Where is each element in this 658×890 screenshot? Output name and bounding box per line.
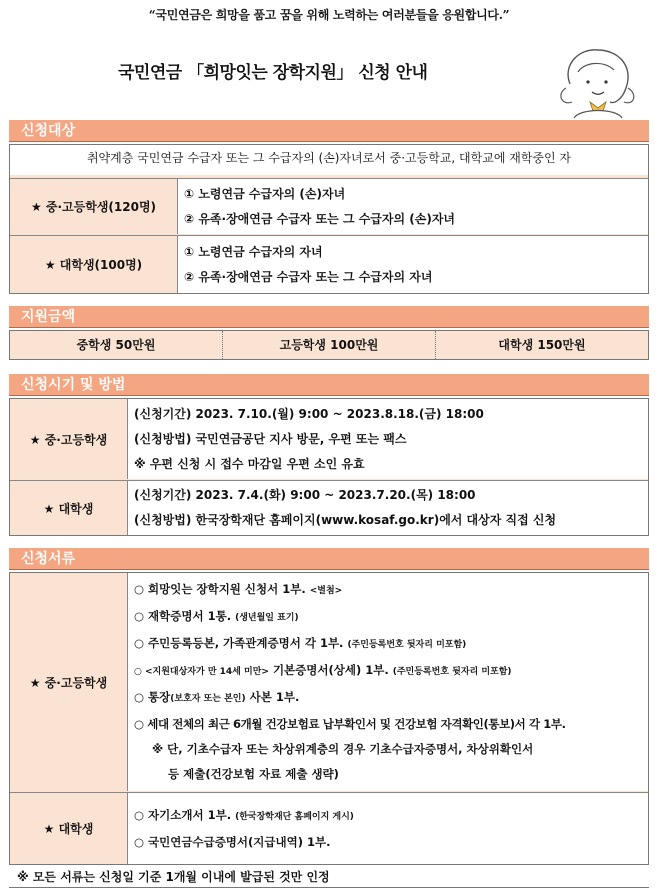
document-note: 등 제출(건강보험 자료 제출 생략) [168,767,339,781]
document-item: ○ 자기소개서 1부. (한국장학재단 홈페이지 게시) [134,807,354,822]
eligibility-items-secondary [178,179,648,234]
document-note: ※ 단, 기초수급자 또는 차상위계층의 경우 기초수급자증명서, 차상위확인서 [152,742,534,756]
document-item: ○ 주민등록등본, 가족관계증명서 각 1부. (주민등록번호 뒷자리 미포함) [134,636,467,650]
schedule-label-university: ★ 대학생 [10,481,128,535]
eligibility-item: ② 유족·장애연금 수급자 또는 그 수급자의 자녀 [184,269,433,284]
schedule-label-secondary: ★ 중·고등학생 [10,399,128,479]
eligibility-label-university: ★ 대학생(100명) [10,236,178,293]
eligibility-label-secondary: ★ 중·고등학생(120명) [10,179,178,234]
document-item: ○ 통장(보호자 또는 본인) 사본 1부. [134,690,300,704]
eligibility-items-university [178,236,648,293]
documents-row-university [10,792,648,864]
document-item: ○ 국민연금수급증명서(지급내역) 1부. [134,834,331,849]
page-title: 국민연금 「희망잇는 장학지원」 신청 안내 [118,63,428,83]
title-area [0,44,658,114]
document-item: ○ 세대 전체의 최근 6개월 건강보험료 납부확인서 및 건강보험 자격확인(통보)서 각 1부. [134,717,566,731]
schedule-line: (신청방법) 국민연금공단 지사 방문, 우편 또는 팩스 [134,431,407,446]
footnote: ※ 모든 서류는 신청일 기준 1개월 이내에 발급된 것만 인정 [9,864,649,888]
section-eligibility-header: 신청대상 [9,120,649,142]
eligibility-item: ① 노령연금 수급자의 자녀 [184,244,323,259]
schedule-line: (신청기간) 2023. 7.4.(화) 9:00 ~ 2023.7.20.(목) 18:00 [134,488,476,502]
section-schedule-header: 신청시기 및 방법 [9,374,649,396]
amount-middle-school: 중학생 50만원 [10,331,223,359]
section-amount-header: 지원금액 [9,306,649,328]
eligibility-table [9,144,649,294]
documents-list-university [128,793,648,864]
schedule-lines-secondary [128,399,648,479]
eligibility-item: ① 노령연금 수급자의 (손)자녀 [184,186,346,201]
eligibility-row-university [10,235,648,293]
documents-label-secondary: ★ 중·고등학생 [10,573,128,791]
document-item: ○ <지원대상자가 만 14세 미만> 기본증명서(상세) 1부. (주민등록번호 뒷자리 미포함) [134,663,512,677]
documents-label-university: ★ 대학생 [10,793,128,864]
schedule-table [9,398,649,536]
eligibility-row-secondary [10,178,648,234]
amount-row [10,331,648,359]
schedule-line: ※ 우편 신청 시 접수 마감일 우편 소인 유효 [134,456,365,471]
schedule-line: (신청방법) 한국장학재단 홈페이지(www.kosaf.go.kr)에서 대상자 직접 신청 [134,513,557,527]
documents-table [9,572,649,864]
document-item: ○ 희망잇는 장학지원 신청서 1부. <별첨> [134,582,343,596]
eligibility-item: ② 유족·장애연금 수급자 또는 그 수급자의 (손)자녀 [184,211,456,226]
amount-table [9,330,649,360]
schedule-row-university [10,480,648,535]
document-item: ○ 재학증명서 1통. (생년월일 표기) [134,609,299,623]
amount-high-school: 고등학생 100만원 [223,331,436,359]
documents-list-secondary [128,573,648,791]
section-documents-header: 신청서류 [9,548,649,570]
schedule-lines-university [128,481,648,535]
schedule-line: (신청기간) 2023. 7.10.(월) 9:00 ~ 2023.8.18.(금) 18:00 [134,406,484,421]
eligibility-summary: 취약계층 국민연금 수급자 또는 그 수급자의 (손)자녀로서 중·고등학교, 대학교에 재학중인 자 [10,145,648,175]
schedule-row-secondary [10,399,648,479]
documents-row-secondary [10,573,648,791]
mascot-illustration-icon [552,44,640,120]
amount-university: 대학생 150만원 [498,338,586,352]
slogan: “국민연금은 희망을 품고 꿈을 위해 노력하는 여러분들을 응원합니다.” [148,8,510,22]
